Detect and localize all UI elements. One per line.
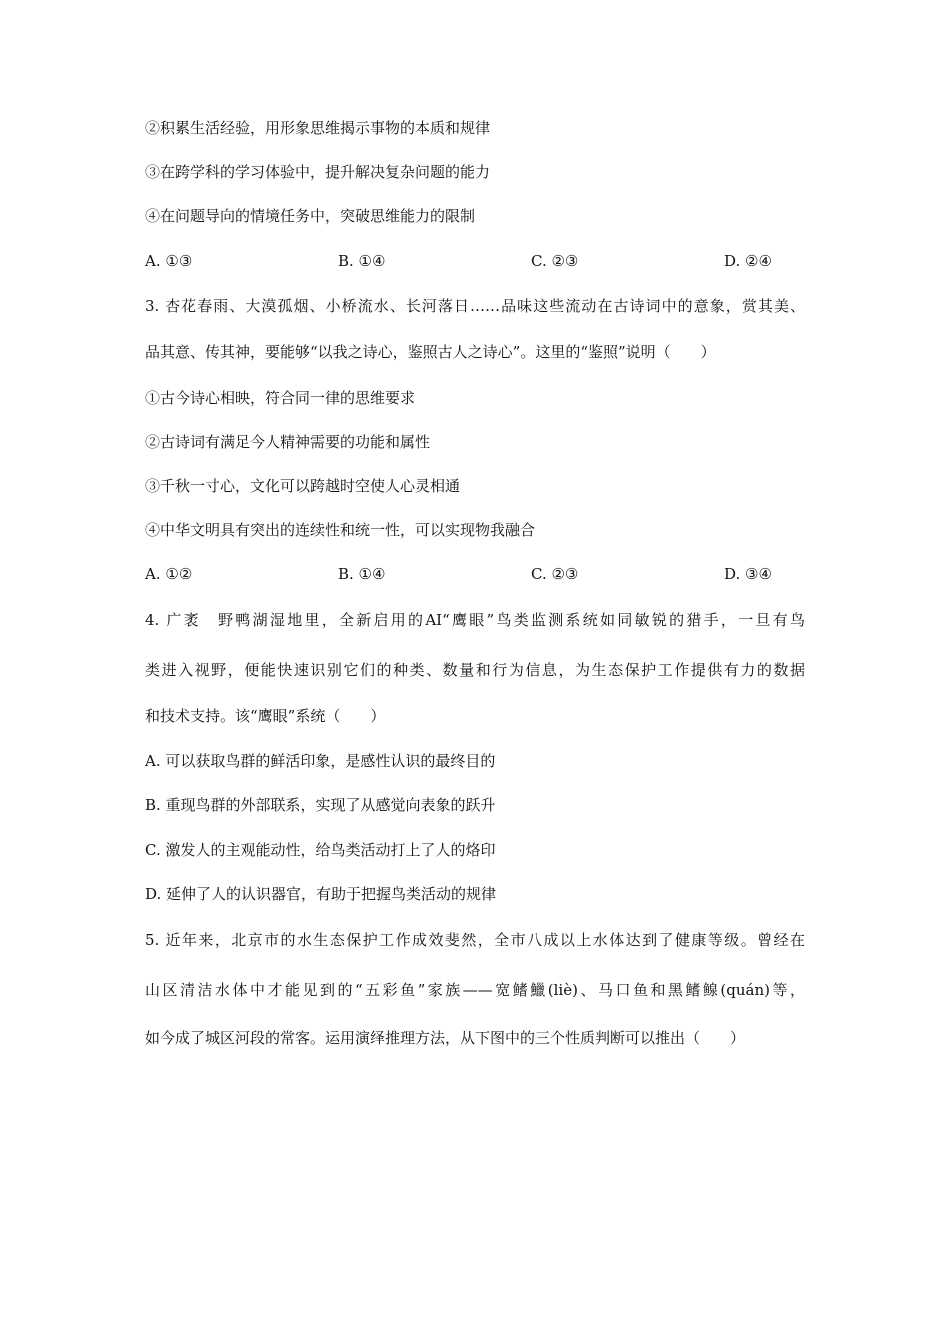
q4-choice-c: C. 激发人的主观能动性，给鸟类活动打上了人的烙印 [145,841,496,859]
q3-item-3: ③千秋一寸心，文化可以跨越时空使人心灵相通 [145,477,461,495]
q4-stem-line-2: 类进入视野，便能快速识别它们的种类、数量和行为信息，为生态保护工作提供有力的数据 [145,661,805,679]
q3-stem-line-2: 品其意、传其神，要能够“以我之诗心，鉴照古人之诗心”。这里的“鉴照”说明（ ） [145,343,716,361]
q2-option-b: B. ①④ [338,252,386,270]
q2-item-2: ②积累生活经验，用形象思维揭示事物的本质和规律 [145,119,491,137]
q2-option-d: D. ②④ [724,252,772,270]
q5-stem-line-1: 5. 近年来，北京市的水生态保护工作成效斐然，全市八成以上水体达到了健康等级。曾经在 [145,931,805,949]
q3-item-1: ①古今诗心相映，符合同一律的思维要求 [145,389,416,407]
q3-item-2: ②古诗词有满足今人精神需要的功能和属性 [145,433,431,451]
q3-option-b: B. ①④ [338,565,386,583]
q4-choice-a: A. 可以获取鸟群的鲜活印象，是感性认识的最终目的 [145,752,496,770]
q2-item-4: ④在问题导向的情境任务中，突破思维能力的限制 [145,207,476,225]
q3-option-d: D. ③④ [724,565,772,583]
q2-option-a: A. ①③ [145,252,193,270]
q3-option-a: A. ①② [145,565,193,583]
q4-stem-line-1: 4. 广袤 野鸭湖湿地里，全新启用的AI“鹰眼”鸟类监测系统如同敏锐的猎手，一旦有鸟 [145,611,805,629]
q5-stem-line-3: 如今成了城区河段的常客。运用演绎推理方法，从下图中的三个性质判断可以推出（ ） [145,1029,746,1047]
q4-choice-d: D. 延伸了人的认识器官，有助于把握鸟类活动的规律 [145,885,497,903]
q3-item-4: ④中华文明具有突出的连续性和统一性，可以实现物我融合 [145,521,536,539]
q2-option-c: C. ②③ [531,252,579,270]
q5-stem-line-2: 山区清洁水体中才能见到的“五彩鱼”家族——宽鳍鱲(liè)、马口鱼和黑鳍鳈(quán)等， [145,981,805,999]
q4-stem-line-3: 和技术支持。该“鹰眼”系统（ ） [145,707,386,725]
q2-item-3: ③在跨学科的学习体验中，提升解决复杂问题的能力 [145,163,491,181]
q3-stem-line-1: 3. 杏花春雨、大漠孤烟、小桥流水、长河落日……品味这些流动在古诗词中的意象，赏其美、 [145,297,805,315]
q4-choice-b: B. 重现鸟群的外部联系，实现了从感觉向表象的跃升 [145,796,496,814]
q3-option-c: C. ②③ [531,565,579,583]
